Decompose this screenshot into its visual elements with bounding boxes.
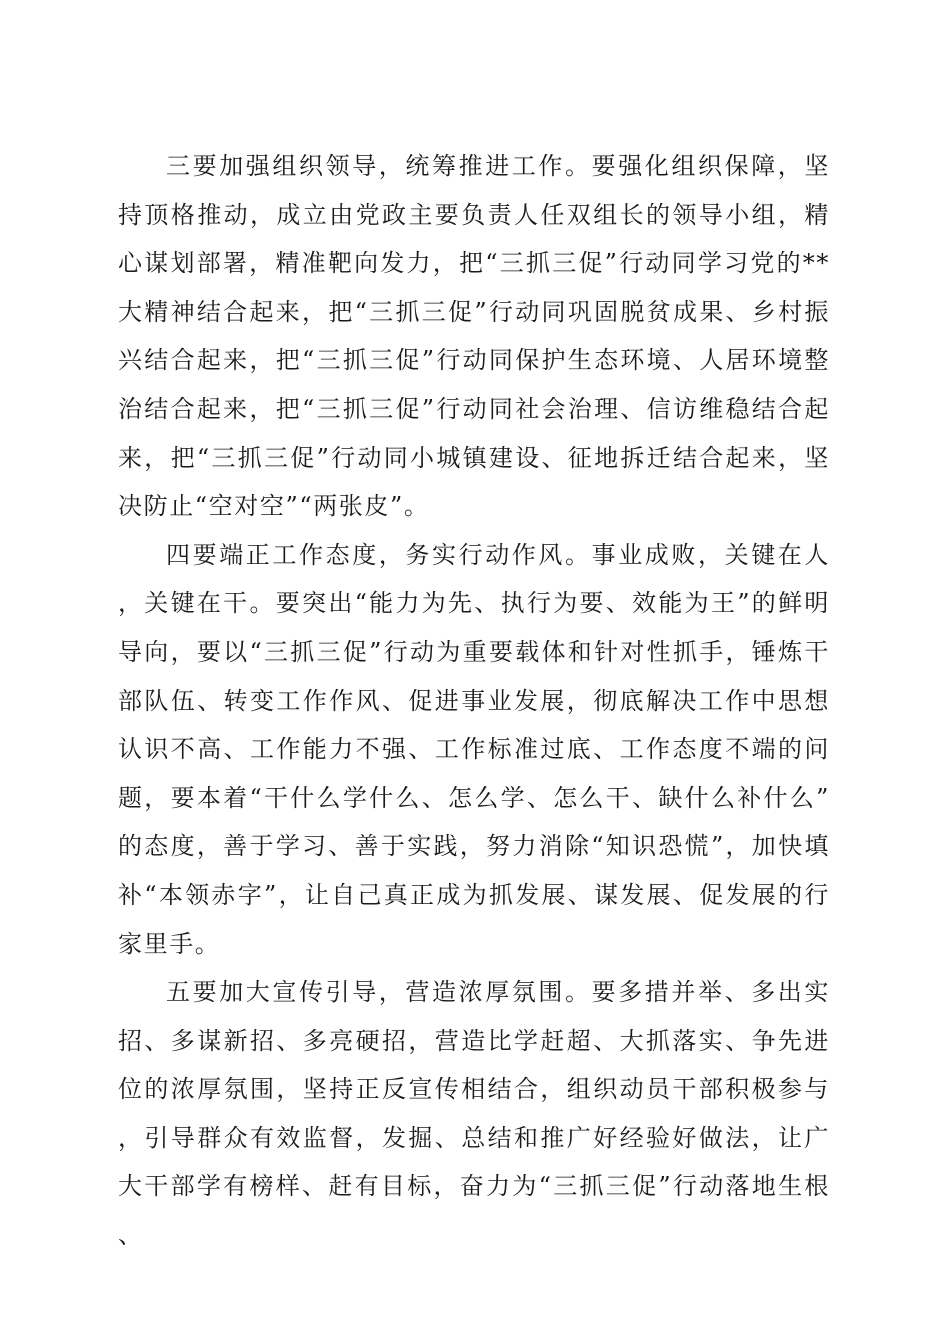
paragraph-three: 三要加强组织领导，统筹推进工作。要强化组织保障，坚持顶格推动，成立由党政主要负责人任双组长的领导小组，精心谋划部署，精准靶向发力，把“三抓三促”行动同学习党的**大精神结合起来，把“三抓三促”行动同巩固脱贫成果、乡村振兴结合起来，把“三抓三促”行动同保护生态环境、人居环境整治结合起来，把“三抓三促”行动同社会治理、信访维稳结合起来，把“三抓三促”行动同小城镇建设、征地拆迁结合起来，坚决防止“空对空”“两张皮”。 xyxy=(118,152,830,521)
paragraph-five: 五要加大宣传引导，营造浓厚氛围。要多措并举、多出实招、多谋新招、多亮硬招，营造比学赶超、大抓落实、争先进位的浓厚氛围，坚持正反宣传相结合，组织动员干部积极参与，引导群众有效监督，发掘、总结和推广好经验好做法，让广大干部学有榜样、赶有目标，奋力为“三抓三促”行动落地生根、 xyxy=(118,978,830,1250)
paragraph-four: 四要端正工作态度，务实行动作风。事业成败，关键在人，关键在干。要突出“能力为先、执行为要、效能为王”的鲜明导向，要以“三抓三促”行动为重要载体和针对性抓手，锤炼干部队伍、转变工作作风、促进事业发展，彻底解决工作中思想认识不高、工作能力不强、工作标准过底、工作态度不端的问题，要本着“干什么学什么、怎么学、怎么干、缺什么补什么”的态度，善于学习、善于实践，努力消除“知识恐慌”，加快填补“本领赤字”，让自己真正成为抓发展、谋发展、促发展的行家里手。 xyxy=(118,540,830,958)
document-body xyxy=(118,142,830,1260)
